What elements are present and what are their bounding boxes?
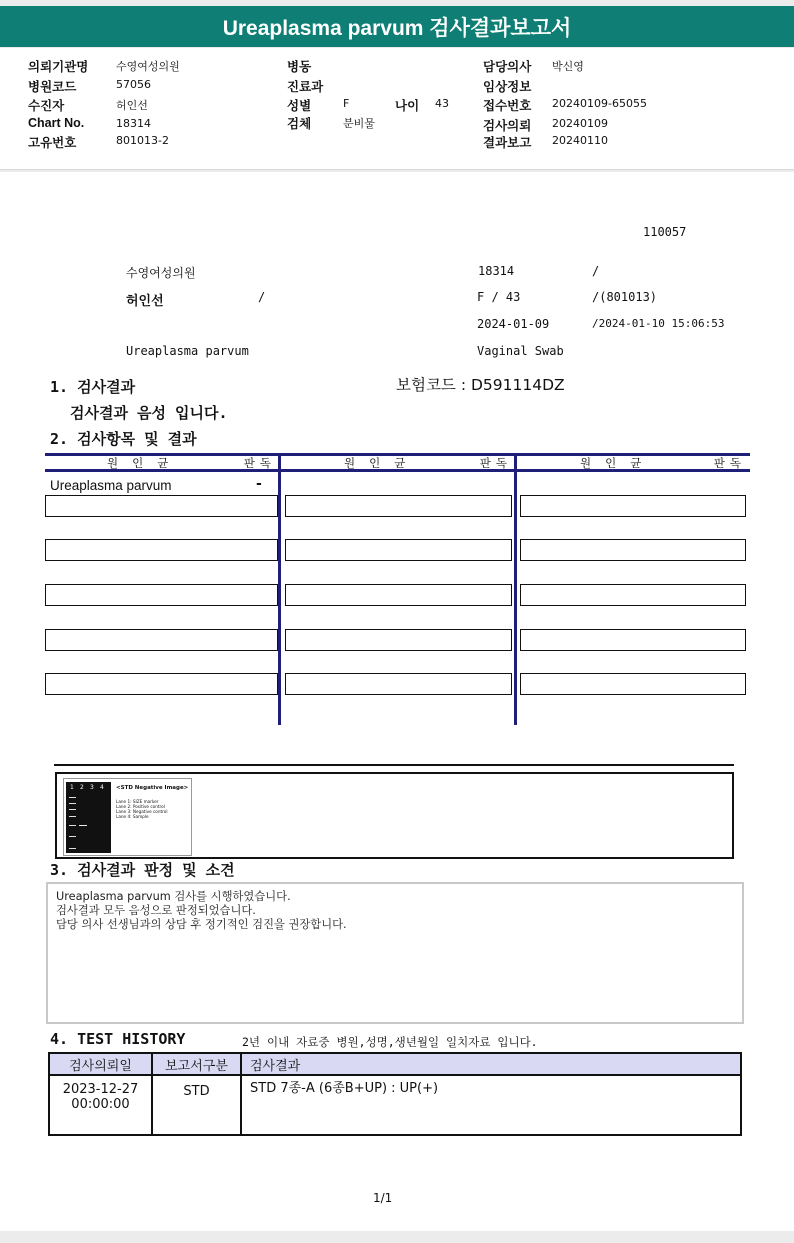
gel-legend-line: Lane 1: SIZE marker	[116, 799, 159, 804]
sex-label: 성별	[287, 99, 312, 113]
report-id-number: 110057	[643, 225, 687, 239]
opinion-box	[46, 882, 744, 1024]
requesting-hospital-label: 의뢰기관명	[28, 60, 89, 74]
result-box	[45, 539, 278, 561]
gel-legend-line: Lane 2: Positive control	[116, 804, 165, 809]
age-value: 43	[435, 97, 449, 110]
test-history-table	[48, 1052, 742, 1136]
history-result: STD 7종-A (6종B+UP) : UP(+)	[241, 1075, 741, 1135]
section-divider	[54, 764, 734, 766]
hospital-code-label: 병원코드	[28, 80, 77, 94]
table-row	[49, 1075, 741, 1135]
gel-image-frame	[55, 772, 734, 859]
age-label: 나이	[395, 99, 420, 113]
meta-patient-name: 허인선	[126, 293, 164, 308]
result-item-name: Ureaplasma parvum	[50, 478, 172, 493]
gel-electrophoresis-picture	[66, 782, 111, 853]
requesting-hospital-value: 수영여성의원	[116, 60, 180, 73]
gel-image-title: <STD Negative Image>	[116, 785, 189, 791]
gel-image	[63, 778, 192, 856]
result-box	[520, 673, 746, 695]
result-box	[520, 629, 746, 651]
specimen-value: 분비물	[343, 117, 375, 130]
result-box	[520, 584, 746, 606]
result-box	[285, 495, 512, 517]
clinical-info-label: 임상정보	[483, 80, 532, 94]
gel-legend-line: Lane 3: Negative control	[116, 809, 168, 814]
section-2-heading: 2. 검사항목 및 결과	[50, 430, 197, 448]
meta-collected-date: 2024-01-09	[477, 317, 550, 331]
meta-chart-no: 18314	[478, 264, 515, 278]
result-box	[45, 584, 278, 606]
insurance-code: 보험코드 : D591114DZ	[396, 376, 565, 394]
opinion-line: 담당 의사 선생님과의 상담 후 정기적인 검진을 권장합니다.	[56, 918, 347, 931]
meta-slash-2: /	[258, 290, 266, 304]
unique-no-value: 801013-2	[116, 134, 169, 147]
specimen-label: 검체	[287, 117, 312, 131]
column-header: 보고서구분	[152, 1053, 241, 1075]
report-header-info	[0, 48, 794, 170]
history-type: STD	[152, 1075, 241, 1135]
pathogen-header: 원인균	[107, 456, 183, 470]
report-page	[0, 172, 794, 1231]
lane-number: 4	[100, 784, 104, 791]
meta-birth: /(801013)	[592, 290, 658, 304]
result-box	[285, 673, 512, 695]
ward-label: 병동	[287, 60, 312, 74]
pathogen-header: 원인균	[344, 456, 420, 470]
doctor-label: 담당의사	[483, 60, 532, 74]
column-divider	[278, 453, 281, 725]
meta-reported-datetime: /2024-01-10 15:06:53	[592, 317, 725, 330]
history-note: 2년 이내 자료중 병원,성명,생년월일 일치자료 입니다.	[242, 1035, 538, 1049]
hospital-code-value: 57056	[116, 78, 151, 91]
report-title: Ureaplasma parvum 검사결과보고서	[222, 16, 572, 40]
report-date-label: 결과보고	[483, 136, 532, 150]
table-header-row	[49, 1053, 741, 1075]
opinion-line: 검사결과 모두 음성으로 판정되었습니다.	[56, 904, 256, 917]
section-1-heading: 1. 검사결과	[50, 378, 136, 396]
results-column-header-1	[45, 453, 280, 472]
history-time: 00:00:00	[71, 1097, 130, 1112]
gel-legend-line: Lane 4: Sample	[116, 814, 149, 819]
column-divider	[514, 453, 517, 725]
section-4-heading: 4. TEST HISTORY	[50, 1030, 186, 1048]
department-label: 진료과	[287, 80, 324, 94]
chart-no-label: Chart No.	[28, 116, 85, 130]
meta-sex-age: F / 43	[477, 290, 521, 304]
lane-number: 3	[90, 784, 94, 791]
patient-value: 허인선	[116, 99, 148, 112]
column-header: 검사결과	[241, 1053, 741, 1075]
lane-number: 1	[70, 784, 74, 791]
result-box	[285, 629, 512, 651]
result-box	[285, 539, 512, 561]
judgement-header: 판독	[243, 456, 276, 470]
meta-specimen-type: Vaginal Swab	[477, 344, 564, 358]
lane-number: 2	[80, 784, 84, 791]
page-number: 1/1	[373, 1191, 393, 1205]
opinion-line: Ureaplasma parvum 검사를 시행하였습니다.	[56, 890, 291, 903]
meta-hospital: 수영여성의원	[126, 266, 196, 280]
result-item-value: -	[256, 476, 262, 492]
sex-value: F	[343, 97, 350, 110]
results-column-header-3	[516, 453, 750, 472]
results-column-header-2	[280, 453, 516, 472]
doctor-value: 박신영	[552, 60, 584, 73]
pathogen-header: 원인균	[580, 456, 656, 470]
unique-no-label: 고유번호	[28, 136, 77, 150]
meta-slash: /	[592, 264, 600, 278]
report-title-bar	[0, 6, 794, 47]
section-3-heading: 3. 검사결과 판정 및 소견	[50, 861, 235, 879]
receipt-no-value: 20240109-65055	[552, 97, 647, 110]
report-date-value: 20240110	[552, 134, 608, 147]
result-box	[45, 673, 278, 695]
request-date-value: 20240109	[552, 117, 608, 130]
column-header: 검사의뢰일	[49, 1053, 152, 1075]
result-box	[520, 539, 746, 561]
result-summary: 검사결과 음성 입니다.	[70, 404, 228, 422]
history-date: 2023-12-27	[62, 1082, 139, 1097]
patient-label: 수진자	[28, 99, 65, 113]
judgement-header: 판독	[479, 456, 512, 470]
result-box	[45, 495, 278, 517]
judgement-header: 판독	[713, 456, 746, 470]
receipt-no-label: 접수번호	[483, 99, 532, 113]
request-date-label: 검사의뢰	[483, 119, 532, 133]
result-box	[520, 495, 746, 517]
history-date-cell	[49, 1075, 152, 1135]
result-box	[45, 629, 278, 651]
chart-no-value: 18314	[116, 117, 151, 130]
meta-test-name: Ureaplasma parvum	[126, 344, 249, 358]
result-box	[285, 584, 512, 606]
